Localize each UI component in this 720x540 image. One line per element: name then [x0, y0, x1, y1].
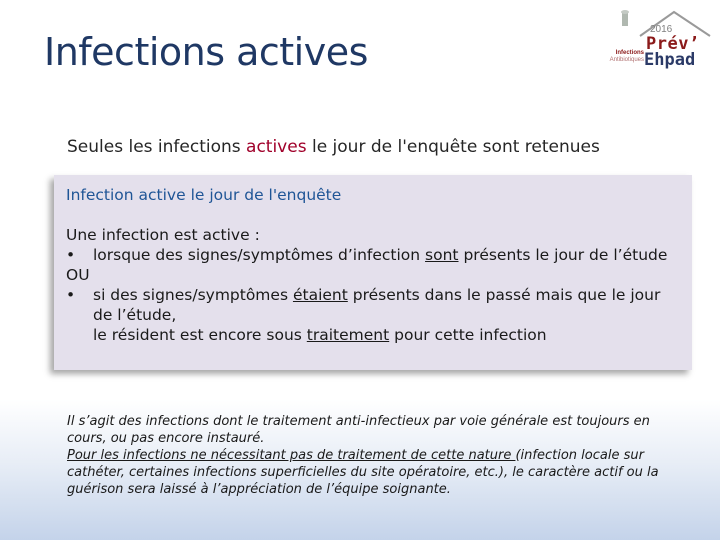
definition-or: OU [66, 266, 90, 284]
intro-after: : [249, 226, 260, 244]
item-1-underline: sont [425, 246, 459, 264]
logo-side-text [602, 50, 644, 64]
lead-highlight: actives [246, 137, 307, 157]
slide-title: Infections actives [44, 30, 368, 74]
footnote [67, 413, 692, 498]
bullet-2: • [66, 286, 76, 304]
item-2-line-3 [66, 325, 696, 345]
item-2-line-3-after: pour cette infection [389, 326, 547, 344]
intro-bold: active [202, 226, 250, 244]
bullet-1: • [66, 246, 76, 264]
logo-side-line-1: Infections [615, 50, 644, 56]
logo-prev: Prév’ [646, 34, 700, 54]
definition-intro [66, 225, 696, 245]
footnote-p2-underline: Pour les infections ne nécessitant pas de traitement de cette nature [67, 448, 516, 463]
prev-ehpad-logo [596, 6, 716, 78]
definition-item-2 [66, 285, 696, 305]
item-2-before: si des signes/symptômes [93, 286, 293, 304]
footnote-paragraph-2 [67, 447, 692, 498]
item-2-text [93, 285, 660, 305]
item-1-after: présents le jour de l’étude [458, 246, 668, 264]
footnote-paragraph-1: Il s’agit des infections dont le traitement anti-infectieux par voie générale est toujours en cours, ou pas encore instauré. [67, 414, 650, 446]
lead-after: le jour de l'enquête sont retenues [306, 137, 600, 157]
lead-before: Seules les infections [67, 137, 247, 157]
lead-sentence [67, 137, 600, 157]
logo-side-line-2: Antibiotiques [609, 57, 644, 63]
logo-year: 2016 [650, 24, 673, 35]
item-2-line-3-before: le résident est encore sous [93, 326, 307, 344]
item-2-line-3-underline: traitement [306, 326, 390, 344]
footnote-p2-rest: (infection locale sur cathéter, certaines infections superficielles du site opératoire, etc.), le caractère actif ou la guérison sera laissé à l’appréciation de l’équipe soignante. [67, 448, 659, 497]
definition-box-body [66, 225, 696, 345]
definition-item-1 [66, 245, 696, 265]
item-1-text [93, 245, 667, 265]
item-2-line-2: de l’étude, [93, 306, 177, 324]
item-2-after: présents dans le passé mais que le jour [347, 286, 661, 304]
intro-before: Une infection est [66, 226, 203, 244]
definition-box [54, 175, 692, 370]
definition-box-title: Infection active le jour de l'enquête [66, 186, 342, 204]
item-1-before: lorsque des signes/symptômes d’infection [93, 246, 426, 264]
logo-ehpad: Ehpad [644, 50, 696, 70]
item-2-underline: étaient [292, 286, 348, 304]
